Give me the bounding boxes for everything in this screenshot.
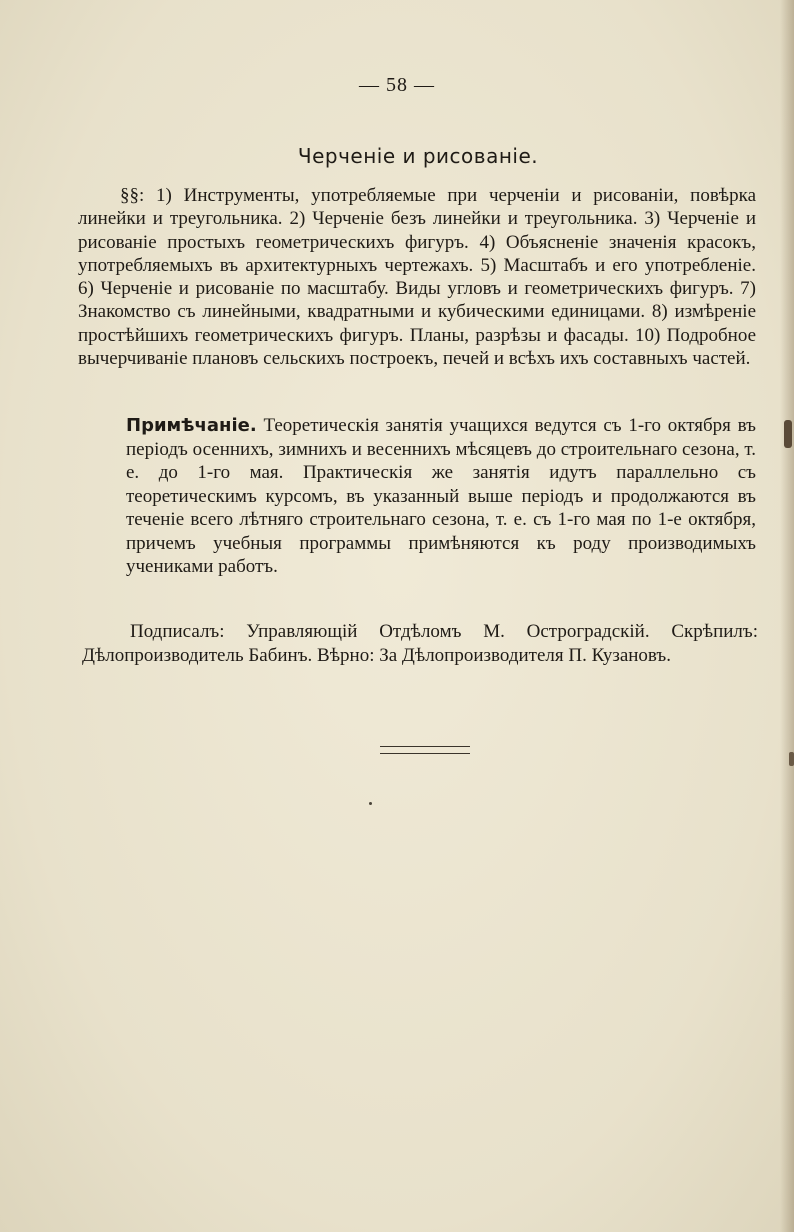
note-block: [126, 414, 756, 579]
body-paragraph: §§: 1) Инструменты, употребляемые при черченіи и рисованіи, повѣрка линейки и треугольника. 2) Черченіе безъ линейки и треугольника. 3) Черченіе и рисованіе простыхъ геометрическихъ фигуръ. 4) Объясненіе значенія красокъ, употребляемыхъ въ архитектурныхъ чертежахъ. 5) Масштабъ и его употребленіе. 6) Черченіе и рисованіе по масштабу. Виды угловъ и геометрическихъ фигуръ. 7) Знакомство съ линейными, квадратными и кубическими единицами. 8) измѣреніе простѣйшихъ геометрическихъ фигуръ. Планы, разрѣзы и фасады. 10) Подробное вычерчиваніе плановъ сельскихъ построекъ, печей и всѣхъ ихъ составныхъ частей.: [78, 185, 756, 370]
double-rule-divider: [380, 746, 470, 754]
note-text: Теоретическія занятія учащихся ведутся съ 1-го октября въ періодъ осеннихъ, зимнихъ и весеннихъ мѣсяцевъ до строительнаго сезона, т. е. до 1-го мая. Практическія же занятія идутъ параллельно съ теоретическимъ курсомъ, въ указанный выше періодъ и продолжаются въ теченіе всего лѣтняго строительнаго сезона, т. е. съ 1-го мая по 1-е октября, причемъ учебныя программы примѣняются къ роду производимыхъ учениками работъ.: [126, 415, 756, 577]
page-number: — 58 —: [359, 74, 435, 96]
binding-mark-lower: [789, 752, 794, 766]
page-edge-shadow: [780, 0, 794, 1232]
note-label: Примѣчаніе.: [126, 415, 257, 436]
note-paragraph: [126, 414, 756, 579]
binding-mark: [784, 420, 792, 448]
paper-speck: [369, 802, 372, 805]
section-body: [78, 184, 756, 370]
section-title: Черченіе и рисованіе.: [297, 144, 539, 168]
signature-block: [82, 620, 758, 668]
signature-text: Подписалъ: Управляющій Отдѣломъ М. Остроградскій. Скрѣпилъ: Дѣлопроизводитель Бабинъ. Вѣрно: За Дѣлопроизводителя П. Кузановъ.: [82, 621, 758, 666]
